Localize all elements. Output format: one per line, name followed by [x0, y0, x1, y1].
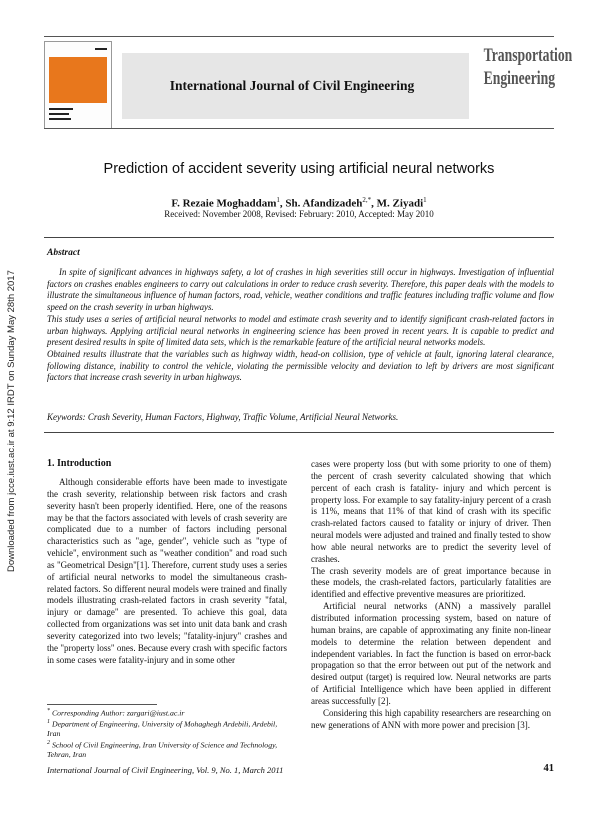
footer-citation: International Journal of Civil Engineering, Vol. 9, No. 1, March 2011 [47, 765, 284, 775]
footnote-mark: 2 [47, 739, 50, 746]
author-name: Sh. Afandizadeh [285, 197, 363, 210]
abstract-body [47, 267, 554, 384]
body-paragraph: cases were property loss (but with some priority to one of them) the percent of crash severity calculated showing that which percent of each crash is fatality- injury and which percent is property loss. For example to say fatality-injury percent of a crash is 11%, means that 11% of that kind of crash with its specific crash-related factors caused to fatality or injury of driver. Then neural models were adjusted and trained and finally tested to show how able neural networks are to predict the severity level of crashes. [311, 459, 551, 564]
journal-cover-thumbnail [44, 41, 112, 129]
right-column [311, 459, 551, 731]
journal-name: International Journal of Civil Engineering [169, 78, 415, 93]
body-paragraph: Considering this high capability researchers are researching on new generations of ANN with more power and precision [3]. [311, 707, 551, 730]
abstract-heading: Abstract [47, 248, 80, 258]
page-number: 41 [543, 763, 554, 774]
footnote-rule [47, 704, 157, 705]
body-paragraph: Artificial neural networks (ANN) a massively parallel distributed information processing system, based on nature of human brains, are capable of approximating any finite non-linear models to determine the relation between dependent and independent variables. In fact the function is based on error-back propagation so that the error between out put of the network and desired output (target) is required low. Neural networks are parts of Artificial Intelligence which have been applied in different areas successfully [2]. [311, 601, 551, 706]
abstract-bottom-rule [44, 432, 554, 433]
affiliation-mark: 1 [423, 196, 427, 204]
body-paragraph: The crash severity models are of great importance because in these models, the crash-related factors, particularly fatalities are identified and effective preventive measures are prioritized. [311, 565, 551, 600]
footnotes [47, 707, 292, 760]
abstract-top-rule [44, 237, 554, 238]
abstract-paragraph: This study uses a series of artificial neural networks to model and estimate crash severity and to identify significant crash-related factors in urban highways. Applying artificial neural networks in engineering science has been proved in recent years. It is capable to predict and present desired results in spite of limited data sets, which is the remarkable feature of the artificial neural networks models. [47, 313, 554, 348]
abstract-paragraph: Obtained results illustrate that the variables such as highway width, head-on collision, type of vehicle at fault, ignoring lateral clearance, following distance, inability to control the vehicle, violating the permissible velocity and deviation to left by drivers are most significant factors that increase crash severity in urban highways. [47, 348, 554, 383]
footnote: $^2$ School of Civil Engineering, Iran University of Science and Technology, Tehran, Iran [47, 739, 278, 760]
received-dates: Received: November 2008, Revised: February: 2010, Accepted: May 2010 [164, 209, 434, 219]
download-watermark-text: Downloaded from jcce.iust.ac.ir at 9:12 IRDT on Sunday May 28th 2017 [6, 270, 17, 572]
affiliation-mark: 2,* [362, 196, 372, 204]
footnote: * Corresponding Author: zargari@iust.ac.ir [47, 708, 185, 718]
footnote: $^1$ Department of Engineering, University of Mohaghegh Ardebili, Ardebil, Iran [47, 719, 278, 739]
keywords: Keywords: Crash Severity, Human Factors, Highway, Traffic Volume, Artificial Neural Networks. [47, 412, 399, 422]
header-bottom-rule [44, 128, 554, 129]
author-name: F. Rezaie Moghaddam [171, 197, 277, 210]
footnote-mark: * [47, 708, 50, 714]
cover-accent-band [49, 57, 107, 103]
body-paragraph: Although considerable efforts have been made to investigate the crash severity, relationship between risk factors and crash severity hasn't been properly identified. Here, one of the reasons may be that the factors associated with levels of crash severity are complicated due to a number of factors including personal characteristics such as "age, gender", vehicle such as "type of vehicle", environment such as "weather condition" and road such as "Geometrical Design"[1]. Therefore, current study uses a series of artificial neural networks to model the simultaneous crash-related factors. So different neural models were trained and finally models illustrating crash-related factors in crash severity "fatal, injury or damage" are presented. To achieve this goal, data collected from organizations was set into unit data bank and crash severity categorized into two levels; "fatality-injury" crashes and the "property loss" ones. Because every crash with specific factors in some cases were fatality-injury and in some other [47, 477, 287, 665]
left-column [47, 477, 287, 667]
transportation-engineering-logo [483, 44, 573, 90]
paper-title: Prediction of accident severity using artificial neural networks [103, 161, 495, 177]
affiliation-mark: 1 [276, 196, 280, 204]
footnote-mark: 1 [47, 719, 50, 726]
abstract-paragraph: In spite of significant advances in highways safety, a lot of crashes in high severities still occur in highways. Investigation of influential factors on crashes enables engineers to carry out calculations in order to reduce crash severity. Therefore, this paper deals with the models to illustrate the simultaneous influence of human factors, road, vehicle, weather conditions and traffic features including traffic volume and flow speed on the crash severity in urban highways. [47, 267, 554, 313]
author-name: M. Ziyadi [376, 197, 424, 210]
section-heading: 1. Introduction [47, 458, 112, 469]
logo-line-2: Engineering [483, 68, 556, 89]
header-top-rule [44, 36, 554, 37]
logo-line-1: Transportation [483, 45, 573, 66]
download-watermark [6, 182, 20, 572]
author-list: F. Rezaie Moghaddam$^1$, Sh. Afandizadeh$^{2,*}$, M. Ziyadi$^1$ [171, 196, 427, 210]
